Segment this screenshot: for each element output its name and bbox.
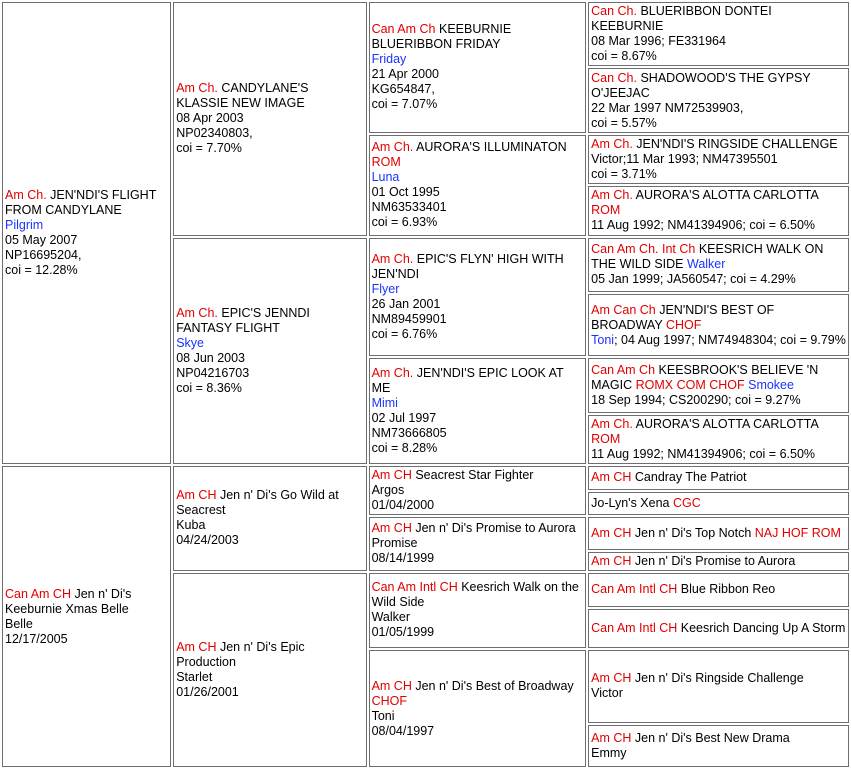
- ancestor-detail: coi = 8.67%: [591, 49, 657, 64]
- ancestor-name: Jo-Lyn's Xena: [591, 495, 670, 510]
- ancestor-call-name: Luna: [371, 170, 400, 185]
- grandparent-cell: [369, 650, 587, 767]
- ancestor-title: Can Am Ch: [371, 22, 436, 37]
- sire-name: Jen n' Di's Go Wild at Seacrest: [176, 488, 339, 518]
- ancestor-title: Can Am Intl CH: [371, 580, 458, 595]
- dam-detail: Starlet: [176, 669, 213, 684]
- ancestor-call-name: Toni: [591, 332, 615, 347]
- ancestor-detail: 01 Oct 1995: [371, 185, 440, 200]
- sire-detail: Kuba: [176, 518, 206, 533]
- great-grandparent-cell: [588, 466, 849, 490]
- dam-cell: [173, 573, 366, 767]
- ancestor-detail: 01/04/2000: [371, 498, 435, 513]
- ancestor-title: Can Am Intl CH: [591, 621, 678, 635]
- ancestor-title-suffix: CHOF: [371, 693, 407, 708]
- ancestor-detail: 05 Jan 1999; JA560547; coi = 4.29%: [591, 272, 796, 287]
- great-grandparent-cell: [588, 650, 849, 722]
- ancestor-name: Keesrich Walk on the Wild Side: [371, 580, 579, 610]
- ancestor-call-name: Flyer: [371, 281, 400, 296]
- ancestor-name: JEN'NDI'S RINGSIDE CHALLENGE: [636, 137, 838, 152]
- sire-cell: [173, 2, 366, 236]
- great-grandparent-cell: [588, 358, 849, 412]
- ancestor-detail: Victor;11 Mar 1993; NM47395501: [591, 152, 778, 167]
- sire-title: Am CH: [176, 488, 217, 503]
- dam-cell: [173, 238, 366, 464]
- ancestor-title-suffix: ROM: [591, 431, 621, 446]
- ancestor-title: Am Ch.: [371, 366, 414, 381]
- ancestor-name: JEN'NDI'S BEST OF BROADWAY: [591, 302, 775, 332]
- grandparent-cell: [369, 2, 587, 133]
- sire-title: Am Ch.: [176, 81, 218, 96]
- ancestor-title: Can Ch.: [591, 70, 637, 85]
- dog-detail: 12/17/2005: [5, 631, 68, 646]
- ancestor-detail: Walker: [371, 610, 411, 625]
- great-grandparent-cell: [588, 517, 849, 549]
- dog-name: JEN'NDI'S FLIGHT FROM CANDYLANE: [5, 188, 157, 217]
- ancestor-name: AURORA'S ALOTTA CARLOTTA: [635, 416, 819, 431]
- ancestor-name: Jen n' Di's Best of Broadway: [415, 678, 574, 693]
- great-grandparent-cell: [588, 573, 849, 607]
- dog-detail: NP16695204,: [5, 248, 82, 262]
- ancestor-name: Jen n' Di's Promise to Aurora: [415, 521, 576, 536]
- great-grandparent-cell: [588, 68, 849, 132]
- ancestor-detail: Emmy: [591, 745, 627, 760]
- ancestor-call-name: Smokee: [748, 377, 794, 392]
- ancestor-name: BLUERIBBON DONTEI KEEBURNIE: [591, 4, 772, 34]
- ancestor-title: Am CH: [371, 678, 412, 693]
- dam-detail: NP04216703: [176, 365, 250, 380]
- grandparent-cell: [369, 358, 587, 464]
- ancestor-detail: coi = 5.57%: [591, 115, 657, 130]
- great-grandparent-cell: [588, 2, 849, 66]
- ancestor-title: Can Am Ch: [591, 362, 656, 377]
- dog-title: Can Am CH: [5, 586, 71, 601]
- ancestor-detail: NM73666805: [371, 426, 447, 441]
- grandparent-cell: [369, 573, 587, 648]
- ancestor-title: Am Ch.: [371, 140, 414, 155]
- ancestor-title: Can Ch.: [591, 4, 637, 19]
- ancestor-title: Am CH: [591, 730, 632, 745]
- ancestor-detail: coi = 7.07%: [371, 97, 438, 112]
- ancestor-title: Am Ch.: [591, 137, 633, 152]
- ancestor-name: AURORA'S ILLUMINATON: [416, 140, 567, 155]
- ancestor-detail: 01/05/1999: [371, 625, 435, 640]
- ancestor-name: EPIC'S FLYN' HIGH WITH JEN'NDI: [371, 251, 564, 281]
- dog-detail: 05 May 2007: [5, 233, 78, 247]
- ancestor-title-suffix: ROM: [371, 155, 401, 170]
- dam-detail: 01/26/2001: [176, 684, 239, 699]
- ancestor-call-name: Friday: [371, 52, 407, 67]
- ancestor-detail: Victor: [591, 686, 623, 701]
- dam-detail: 08 Jun 2003: [176, 350, 246, 365]
- ancestor-detail: Argos: [371, 483, 405, 498]
- dog-cell: [2, 466, 171, 767]
- ancestor-detail: KG654847,: [371, 82, 435, 97]
- ancestor-title: Am CH: [591, 553, 632, 568]
- ancestor-detail: Toni: [371, 708, 395, 723]
- grandparent-cell: [369, 135, 587, 236]
- dog-detail: Belle: [5, 616, 33, 631]
- ancestor-name: JEN'NDI'S EPIC LOOK AT ME: [371, 366, 564, 396]
- dam-title: Am Ch.: [176, 305, 218, 320]
- dog-call-name: Pilgrim: [5, 218, 44, 232]
- great-grandparent-cell: [588, 135, 849, 184]
- ancestor-detail: NM89459901: [371, 311, 447, 326]
- great-grandparent-cell: [588, 238, 849, 292]
- ancestor-name: SHADOWOOD'S THE GYPSY O'JEEJAC: [591, 70, 811, 100]
- sire-cell: [173, 466, 366, 571]
- ancestor-name: Jen n' Di's Best New Drama: [634, 730, 790, 745]
- ancestor-detail: 02 Jul 1997: [371, 411, 437, 426]
- ancestor-detail: coi = 8.28%: [371, 441, 438, 456]
- ancestor-name: Blue Ribbon Reo: [680, 582, 776, 597]
- ancestor-detail: 11 Aug 1992; NM41394906; coi = 6.50%: [591, 446, 816, 461]
- ancestor-detail: coi = 6.93%: [371, 215, 438, 230]
- dam-name: EPIC'S JENNDI FANTASY FLIGHT: [176, 305, 310, 335]
- dog-name: Jen n' Di's Keeburnie Xmas Belle: [5, 586, 132, 616]
- dog-title: Am Ch.: [5, 188, 47, 202]
- ancestor-detail: NM63533401: [371, 200, 447, 215]
- ancestor-title: Am CH: [371, 468, 412, 483]
- ancestor-detail: coi = 3.71%: [591, 167, 657, 182]
- ancestor-call-name: Walker: [686, 257, 726, 272]
- ancestor-title-suffix: ROM: [591, 203, 621, 218]
- dam-title: Am CH: [176, 639, 217, 654]
- great-grandparent-cell: [588, 609, 849, 648]
- ancestor-call-name: Mimi: [371, 396, 398, 411]
- ancestor-detail: 11 Aug 1992; NM41394906; coi = 6.50%: [591, 218, 816, 233]
- great-grandparent-cell: [588, 552, 849, 571]
- ancestor-detail: 08/04/1997: [371, 723, 435, 738]
- dam-detail: coi = 8.36%: [176, 380, 242, 395]
- sire-detail: 04/24/2003: [176, 533, 239, 548]
- ancestor-detail: coi = 6.76%: [371, 326, 438, 341]
- dog-detail: coi = 12.28%: [5, 263, 78, 277]
- ancestor-detail: 08 Mar 1996; FE331964: [591, 34, 726, 49]
- dam-call-name: Skye: [176, 335, 204, 350]
- ancestor-detail: 21 Apr 2000: [371, 67, 439, 82]
- ancestor-title-suffix: CGC: [672, 495, 701, 510]
- ancestor-detail: 18 Sep 1994; CS200290; coi = 9.27%: [591, 392, 801, 407]
- ancestor-name: Keesrich Dancing Up A Storm: [680, 621, 846, 635]
- ancestor-title: Can Am Intl CH: [591, 582, 678, 597]
- great-grandparent-cell: [588, 725, 849, 767]
- dam-name: Jen n' Di's Epic Production: [176, 639, 305, 669]
- ancestor-name: Jen n' Di's Ringside Challenge: [634, 671, 804, 686]
- sire-name: CANDYLANE'S KLASSIE NEW IMAGE: [176, 81, 309, 111]
- ancestor-detail: 08/14/1999: [371, 551, 435, 566]
- grandparent-cell: [369, 517, 587, 570]
- sire-detail: coi = 7.70%: [176, 141, 242, 156]
- ancestor-title: Can Am Ch. Int Ch: [591, 242, 696, 257]
- sire-detail: NP02340803,: [176, 126, 253, 141]
- great-grandparent-cell: [588, 294, 849, 356]
- great-grandparent-cell: [588, 415, 849, 464]
- ancestor-title: Am CH: [371, 521, 412, 536]
- sire-detail: 08 Apr 2003: [176, 111, 244, 126]
- ancestor-title: Am Ch.: [591, 188, 633, 203]
- ancestor-name: Jen n' Di's Top Notch: [634, 525, 752, 540]
- ancestor-title: Am Ch.: [591, 416, 633, 431]
- ancestor-name: KEESRICH WALK ON THE WILD SIDE: [591, 242, 824, 272]
- ancestor-name: Seacrest Star Fighter: [415, 468, 534, 483]
- ancestor-title: Am CH: [591, 470, 632, 485]
- great-grandparent-cell: [588, 186, 849, 235]
- ancestor-detail: ; 04 Aug 1997; NM74948304; coi = 9.79%: [614, 332, 846, 347]
- ancestor-title: Am Ch.: [371, 251, 414, 266]
- ancestor-title-suffix: NAJ HOF ROM: [754, 525, 841, 540]
- grandparent-cell: [369, 466, 587, 515]
- ancestor-name: KEEBURNIE BLUERIBBON FRIDAY: [371, 22, 512, 52]
- ancestor-title: Am Can Ch: [591, 302, 656, 317]
- ancestor-name: AURORA'S ALOTTA CARLOTTA: [635, 188, 819, 203]
- grandparent-cell: [369, 238, 587, 357]
- ancestor-name: Candray The Patriot: [634, 470, 747, 485]
- ancestor-name: KEESBROOK'S BELIEVE 'N MAGIC: [591, 362, 819, 392]
- ancestor-title: Am CH: [591, 525, 632, 540]
- ancestor-name: Jen n' Di's Promise to Aurora: [634, 553, 796, 568]
- dog-cell: [2, 2, 171, 464]
- ancestor-detail: Promise: [371, 536, 418, 551]
- ancestor-detail: 26 Jan 2001: [371, 296, 441, 311]
- ancestor-title-suffix: ROMX COM CHOF: [635, 377, 745, 392]
- ancestor-title-suffix: CHOF: [665, 317, 702, 332]
- ancestor-title: Am CH: [591, 671, 632, 686]
- great-grandparent-cell: [588, 492, 849, 516]
- ancestor-detail: 22 Mar 1997 NM72539903,: [591, 100, 744, 115]
